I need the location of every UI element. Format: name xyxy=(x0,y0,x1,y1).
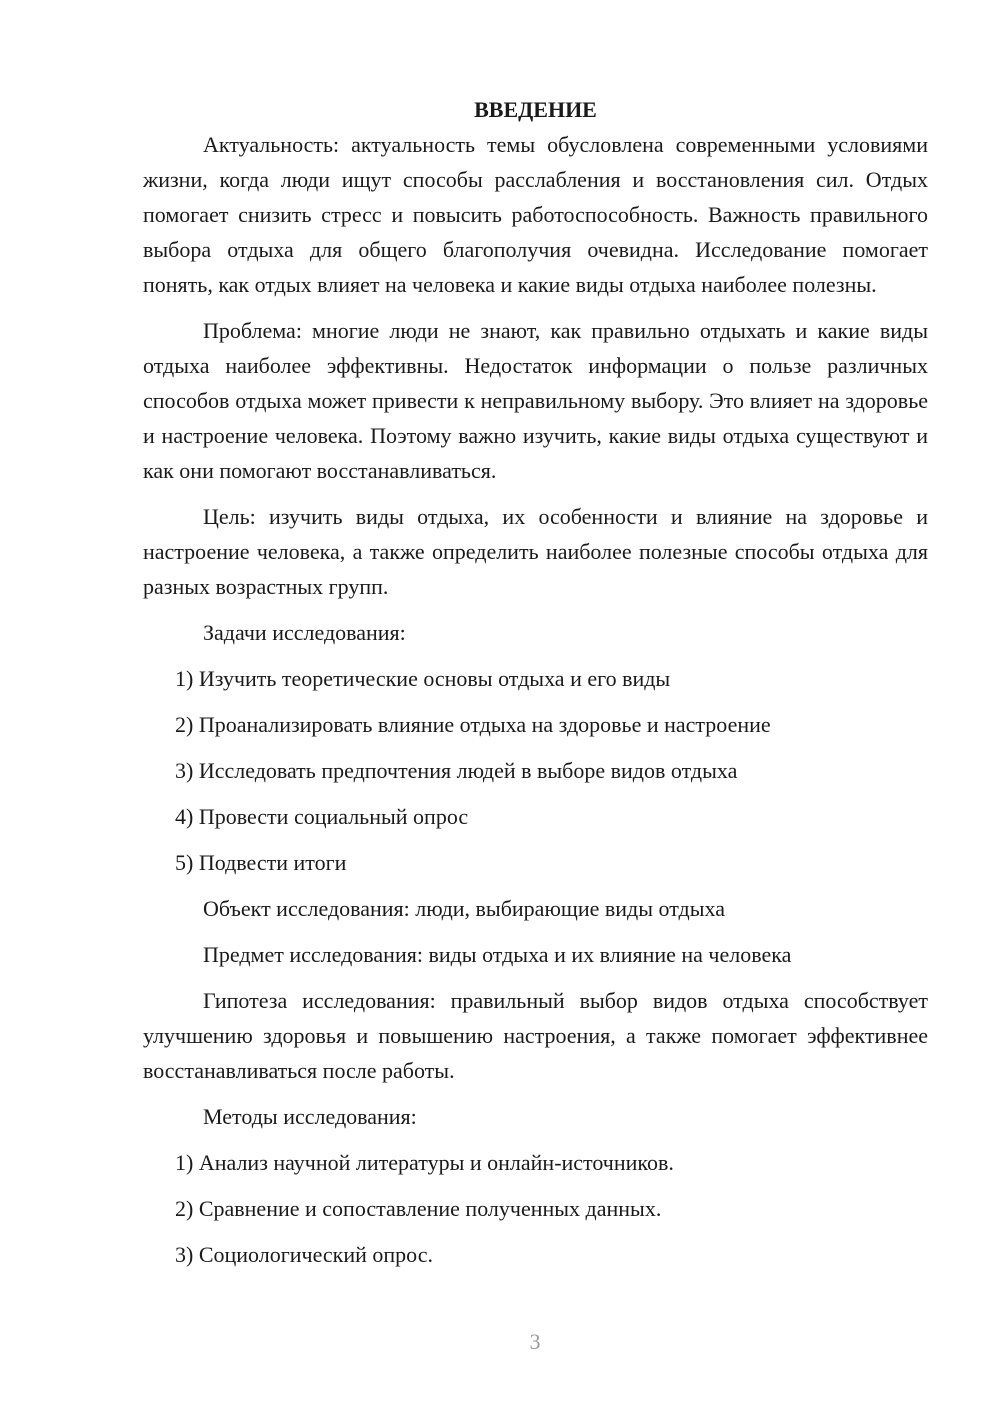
list-item: 3) Социологический опрос. xyxy=(175,1242,433,1267)
page-title: ВВЕДЕНИЕ xyxy=(474,97,597,122)
methods-list xyxy=(143,1145,928,1272)
object-statement: Объект исследования: люди, выбирающие виды отдыха xyxy=(203,896,725,921)
list-item: 1) Анализ научной литературы и онлайн-источников. xyxy=(175,1150,674,1175)
list-item: 2) Проанализировать влияние отдыха на здоровье и настроение xyxy=(175,712,771,737)
methods-heading: Методы исследования: xyxy=(203,1104,417,1129)
hypothesis-paragraph: Гипотеза исследования: правильный выбор видов отдыха способствует улучшению здоровья и повышению настроения, а также помогает эффективнее восстанавливаться после работы. xyxy=(143,988,928,1083)
page-content xyxy=(143,92,928,1272)
list-item: 1) Изучить теоретические основы отдыха и его виды xyxy=(175,666,671,691)
list-item: 4) Провести социальный опрос xyxy=(175,804,469,829)
list-item: 2) Сравнение и сопоставление полученных данных. xyxy=(175,1196,662,1221)
tasks-heading: Задачи исследования: xyxy=(203,620,406,645)
page-number: 3 xyxy=(529,1329,541,1354)
list-item: 5) Подвести итоги xyxy=(175,850,347,875)
tasks-list xyxy=(143,661,928,880)
relevance-paragraph: Актуальность: актуальность темы обусловлена современными условиями жизни, когда люди ищут способы расслабления и восстановления сил. Отдых помогает снизить стресс и повысить работоспособность. Важность правильного выбора отдыха для общего благополучия очевидна. Исследование помогает понять, как отдых влияет на человека и какие виды отдыха наиболее полезны. xyxy=(143,132,928,297)
goal-paragraph: Цель: изучить виды отдыха, их особенности и влияние на здоровье и настроение человека, а также определить наиболее полезные способы отдыха для разных возрастных групп. xyxy=(143,504,928,599)
subject-statement: Предмет исследования: виды отдыха и их влияние на человека xyxy=(203,942,792,967)
problem-paragraph: Проблема: многие люди не знают, как правильно отдыхать и какие виды отдыха наиболее эффективны. Недостаток информации о пользе различных способов отдыха может привести к неправильному выбору. Это влияет на здоровье и настроение человека. Поэтому важно изучить, какие виды отдыха существуют и как они помогают восстанавливаться. xyxy=(143,318,928,483)
list-item: 3) Исследовать предпочтения людей в выборе видов отдыха xyxy=(175,758,738,783)
